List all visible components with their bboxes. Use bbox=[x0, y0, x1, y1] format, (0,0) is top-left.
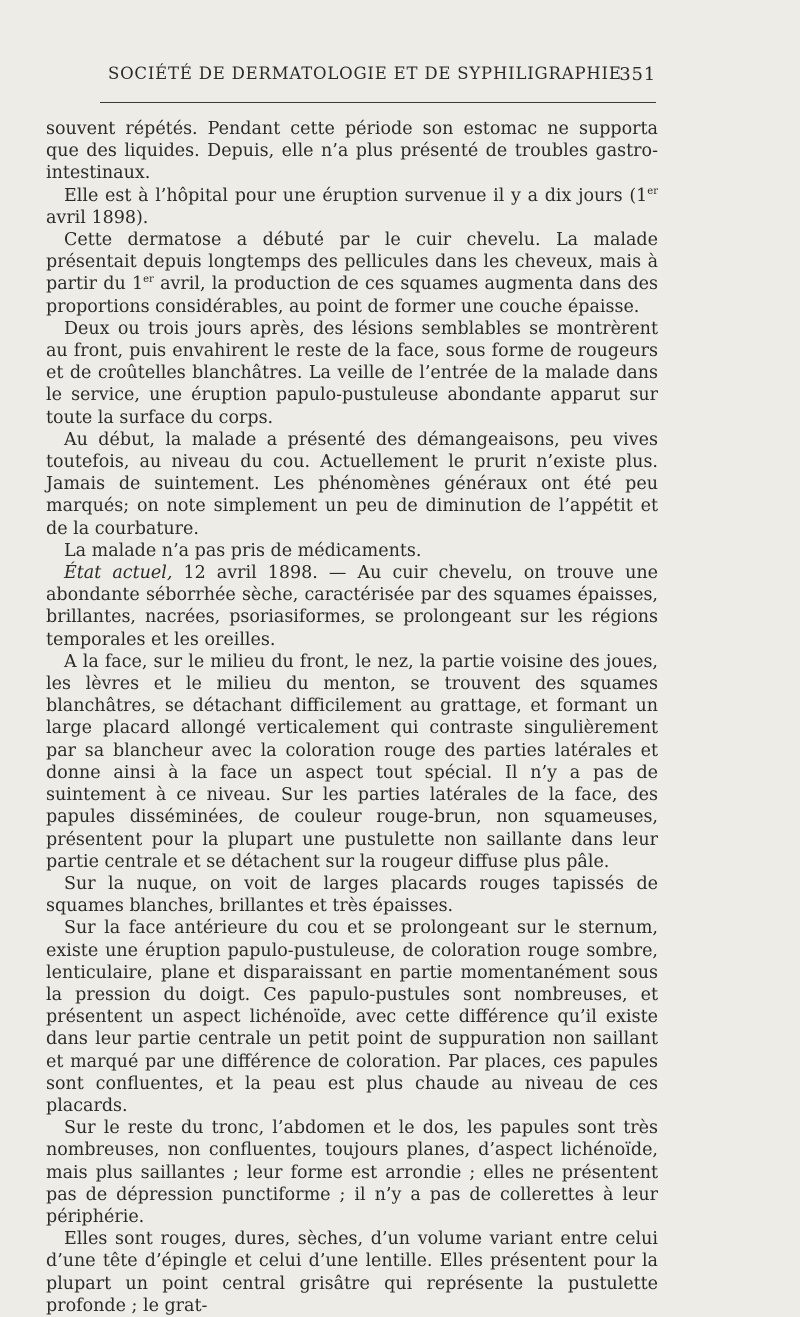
paragraph bbox=[46, 562, 658, 651]
superscript: er bbox=[143, 274, 154, 286]
page-header bbox=[100, 62, 656, 88]
paragraph: Sur le reste du tronc, l’abdomen et le dos, les papules sont très nombreuses, non confluentes, toujours planes, d’aspect lichénoïde, mais plus saillantes ; leur forme est arrondie ; elles ne présentent pas de dépression punctiforme ; il n’y a pas de collerettes à leur périphérie. bbox=[46, 1118, 658, 1227]
paragraph-text: 12 avril 1898. — Au cuir chevelu, on trouve une abondante séborrhée sèche, caractérisée par des squames épaisses, brillantes, nacrées, psoriasiformes, se prolongeant sur les régions temporales et les oreilles. bbox=[46, 563, 659, 650]
paragraph: souvent répétés. Pendant cette période son estomac ne supporta que des liquides. Depuis, elle n’a plus présenté de troubles gastro-intestinaux. bbox=[46, 119, 658, 184]
paragraph: Deux ou trois jours après, des lésions semblables se montrèrent au front, puis envahirent le reste de la face, sous forme de rougeurs et de croûtelles blanchâtres. La veille de l’entrée de la malade dans le service, une éruption papulo-pustuleuse abondante apparut sur toute la surface du corps. bbox=[46, 318, 658, 428]
paragraph: La malade n’a pas pris de médicaments. bbox=[64, 540, 422, 561]
paragraph bbox=[46, 229, 658, 318]
paragraph: Au début, la malade a présenté des démangeaisons, peu vives toutefois, au niveau du cou. Actuellement le prurit n’existe plus. Jamais de suintement. Les phénomènes généraux ont été peu marqués; on note simplement un peu de diminution de l’appétit et de la courbature. bbox=[46, 429, 658, 539]
page-number: 351 bbox=[619, 64, 656, 85]
paragraph-text: avril 1898). bbox=[46, 207, 149, 228]
paragraph: Sur la face antérieure du cou et se prolongeant sur le sternum, existe une éruption papulo-pustuleuse, de coloration rouge sombre, lenticulaire, plane et disparaissant en partie momentanément sous la pression du doigt. Ces papulo-pustules sont nombreuses, et présentent un aspect lichénoïde, avec cette différence qu’il existe dans leur partie centrale un petit point de suppuration non saillant et marqué par une différence de coloration. Par places, ces papules sont confluentes, et la peau est plus chaude au niveau de ces placards. bbox=[46, 918, 658, 1116]
paragraph-text: Cette dermatose a débuté par le cuir chevelu. La malade présentait depuis longtemps des pellicules dans les cheveux, mais à partir du 1 bbox=[46, 230, 658, 295]
body-text bbox=[46, 118, 658, 1317]
paragraph: A la face, sur le milieu du front, le nez, la partie voisine des joues, les lèvres et le milieu du menton, se trouvent des squames blanchâtres, se détachant difficilement au grattage, et formant un large placard allongé verticalement qui contraste singulièrement par sa blancheur avec la coloration rouge des parties latérales et donne ainsi à la face un aspect tout spécial. Il n’y a pas de suintement à ce niveau. Sur les parties latérales de la face, des papules disséminées, de couleur rouge-brun, non squameuses, présentent pour la plupart une pustulette non saillante dans leur partie centrale et se détachent sur la rougeur diffuse plus pâle. bbox=[46, 651, 658, 872]
paragraph-text: Elle est à l’hôpital pour une éruption survenue il y a dix jours (1 bbox=[64, 185, 648, 206]
running-title: SOCIÉTÉ DE DERMATOLOGIE ET DE SYPHILIGRAPHIE bbox=[108, 64, 622, 83]
paragraph bbox=[46, 185, 658, 229]
italic-heading: État actuel, bbox=[64, 563, 173, 584]
paragraph-text: avril, la production de ces squames augmenta dans des proportions considérables, au point de former une couche épaisse. bbox=[46, 274, 658, 317]
header-rule bbox=[100, 102, 656, 103]
superscript: er bbox=[647, 185, 658, 197]
paragraph: Elles sont rouges, dures, sèches, d’un volume variant entre celui d’une tête d’épingle et celui d’une lentille. Elles présentent pour la plupart un point central grisâtre qui représente la pustulette profonde ; le grat- bbox=[46, 1229, 658, 1316]
paragraph: Sur la nuque, on voit de larges placards rouges tapissés de squames blanches, brillantes et très épaisses. bbox=[46, 873, 658, 917]
